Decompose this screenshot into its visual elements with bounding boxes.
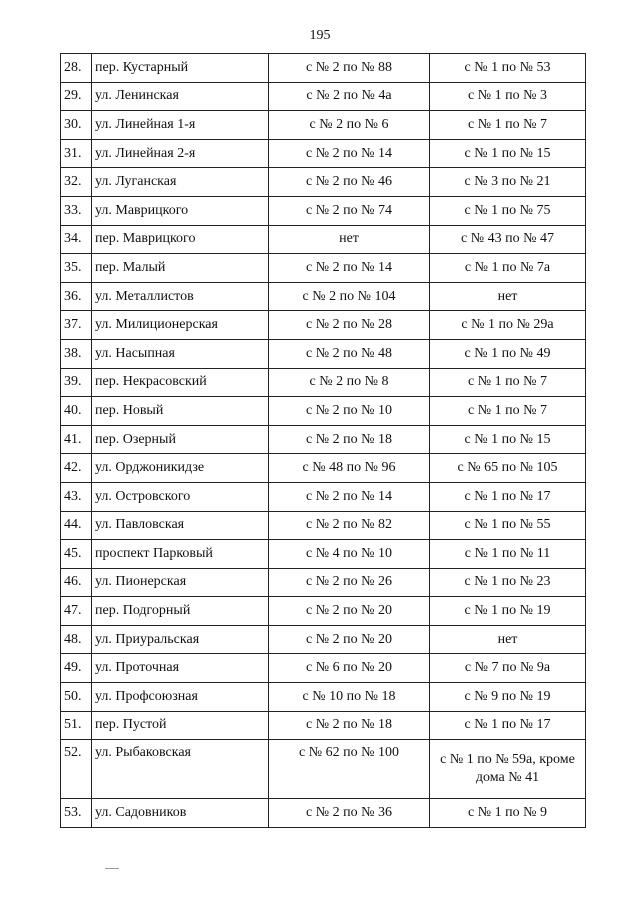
table-row (61, 683, 586, 712)
even-houses: с № 2 по № 10 (269, 397, 430, 426)
odd-houses: с № 1 по № 11 (430, 540, 586, 569)
street-name: ул. Линейная 2-я (92, 139, 269, 168)
street-name: ул. Проточная (92, 654, 269, 683)
odd-houses: с № 1 по № 75 (430, 196, 586, 225)
scan-artifact (105, 868, 119, 869)
even-houses: с № 2 по № 6 (269, 111, 430, 140)
row-number: 28. (61, 54, 92, 83)
street-name: пер. Некрасовский (92, 368, 269, 397)
table-row (61, 339, 586, 368)
even-houses: с № 2 по № 4а (269, 82, 430, 111)
row-number: 32. (61, 168, 92, 197)
row-number: 51. (61, 711, 92, 740)
even-houses: с № 2 по № 20 (269, 625, 430, 654)
row-number: 49. (61, 654, 92, 683)
table-row (61, 568, 586, 597)
table-row (61, 625, 586, 654)
odd-houses: с № 1 по № 59а, кроме дома № 41 (430, 740, 586, 799)
even-houses: с № 2 по № 104 (269, 282, 430, 311)
odd-houses: нет (430, 282, 586, 311)
even-houses: с № 2 по № 74 (269, 196, 430, 225)
street-name: ул. Островского (92, 482, 269, 511)
street-name: ул. Орджоникидзе (92, 454, 269, 483)
row-number: 29. (61, 82, 92, 111)
row-number: 52. (61, 740, 92, 799)
odd-houses: с № 3 по № 21 (430, 168, 586, 197)
odd-houses: с № 1 по № 23 (430, 568, 586, 597)
row-number: 30. (61, 111, 92, 140)
page-number: 195 (309, 28, 331, 43)
row-number: 47. (61, 597, 92, 626)
table-row (61, 654, 586, 683)
street-name: пер. Кустарный (92, 54, 269, 83)
odd-houses: с № 1 по № 17 (430, 482, 586, 511)
table-row (61, 397, 586, 426)
odd-houses: с № 1 по № 15 (430, 425, 586, 454)
even-houses: с № 10 по № 18 (269, 683, 430, 712)
table-row (61, 368, 586, 397)
street-name: ул. Павловская (92, 511, 269, 540)
street-name: пер. Озерный (92, 425, 269, 454)
odd-houses: с № 1 по № 3 (430, 82, 586, 111)
even-houses: с № 2 по № 48 (269, 339, 430, 368)
even-houses: с № 2 по № 8 (269, 368, 430, 397)
odd-houses: с № 1 по № 9 (430, 799, 586, 828)
table-row (61, 511, 586, 540)
street-name: ул. Ленинская (92, 82, 269, 111)
row-number: 38. (61, 339, 92, 368)
street-name: ул. Насыпная (92, 339, 269, 368)
street-name: пер. Новый (92, 397, 269, 426)
table-row (61, 740, 586, 799)
odd-houses: с № 1 по № 7 (430, 368, 586, 397)
row-number: 48. (61, 625, 92, 654)
street-name: пер. Маврицкого (92, 225, 269, 254)
table-row (61, 425, 586, 454)
row-number: 37. (61, 311, 92, 340)
odd-houses: нет (430, 625, 586, 654)
odd-houses: с № 9 по № 19 (430, 683, 586, 712)
odd-houses: с № 1 по № 17 (430, 711, 586, 740)
street-name: ул. Профсоюзная (92, 683, 269, 712)
even-houses: с № 2 по № 82 (269, 511, 430, 540)
street-name: ул. Луганская (92, 168, 269, 197)
odd-houses: с № 1 по № 15 (430, 139, 586, 168)
table-row (61, 111, 586, 140)
even-houses: с № 2 по № 88 (269, 54, 430, 83)
row-number: 36. (61, 282, 92, 311)
even-houses: с № 2 по № 14 (269, 139, 430, 168)
street-name: ул. Линейная 1-я (92, 111, 269, 140)
table-row (61, 597, 586, 626)
row-number: 50. (61, 683, 92, 712)
row-number: 42. (61, 454, 92, 483)
odd-houses: с № 1 по № 55 (430, 511, 586, 540)
even-houses: с № 2 по № 18 (269, 425, 430, 454)
row-number: 53. (61, 799, 92, 828)
even-houses: с № 2 по № 28 (269, 311, 430, 340)
street-name: ул. Приуральская (92, 625, 269, 654)
odd-houses: с № 1 по № 29а (430, 311, 586, 340)
row-number: 41. (61, 425, 92, 454)
even-houses: с № 2 по № 36 (269, 799, 430, 828)
table-row (61, 540, 586, 569)
table-row (61, 139, 586, 168)
street-name: ул. Милиционерская (92, 311, 269, 340)
even-houses: с № 2 по № 26 (269, 568, 430, 597)
odd-houses: с № 43 по № 47 (430, 225, 586, 254)
row-number: 34. (61, 225, 92, 254)
table-row (61, 799, 586, 828)
street-name: ул. Рыбаковская (92, 740, 269, 799)
table-row (61, 82, 586, 111)
even-houses: с № 2 по № 18 (269, 711, 430, 740)
odd-houses: с № 1 по № 7 (430, 397, 586, 426)
street-name: проспект Парковый (92, 540, 269, 569)
even-houses: с № 62 по № 100 (269, 740, 430, 799)
row-number: 39. (61, 368, 92, 397)
odd-houses: с № 7 по № 9а (430, 654, 586, 683)
row-number: 44. (61, 511, 92, 540)
table-row (61, 196, 586, 225)
even-houses: с № 2 по № 14 (269, 254, 430, 283)
even-houses: с № 2 по № 46 (269, 168, 430, 197)
table-row (61, 168, 586, 197)
street-table (60, 53, 586, 828)
row-number: 35. (61, 254, 92, 283)
row-number: 31. (61, 139, 92, 168)
odd-houses: с № 1 по № 49 (430, 339, 586, 368)
even-houses: с № 6 по № 20 (269, 654, 430, 683)
odd-houses: с № 65 по № 105 (430, 454, 586, 483)
table-row (61, 711, 586, 740)
street-name: пер. Малый (92, 254, 269, 283)
street-name: ул. Маврицкого (92, 196, 269, 225)
table-row (61, 54, 586, 83)
odd-houses: с № 1 по № 7а (430, 254, 586, 283)
table-row (61, 254, 586, 283)
row-number: 45. (61, 540, 92, 569)
street-name: пер. Подгорный (92, 597, 269, 626)
odd-houses: с № 1 по № 7 (430, 111, 586, 140)
row-number: 33. (61, 196, 92, 225)
odd-houses: с № 1 по № 53 (430, 54, 586, 83)
row-number: 40. (61, 397, 92, 426)
street-table-body (61, 54, 586, 828)
table-row (61, 482, 586, 511)
even-houses: с № 2 по № 20 (269, 597, 430, 626)
street-name: ул. Пионерская (92, 568, 269, 597)
even-houses: с № 48 по № 96 (269, 454, 430, 483)
even-houses: с № 2 по № 14 (269, 482, 430, 511)
even-houses: с № 4 по № 10 (269, 540, 430, 569)
street-name: пер. Пустой (92, 711, 269, 740)
table-row (61, 225, 586, 254)
table-row (61, 454, 586, 483)
row-number: 46. (61, 568, 92, 597)
table-row (61, 311, 586, 340)
street-name: ул. Металлистов (92, 282, 269, 311)
odd-houses: с № 1 по № 19 (430, 597, 586, 626)
even-houses: нет (269, 225, 430, 254)
row-number: 43. (61, 482, 92, 511)
table-row (61, 282, 586, 311)
street-name: ул. Садовников (92, 799, 269, 828)
